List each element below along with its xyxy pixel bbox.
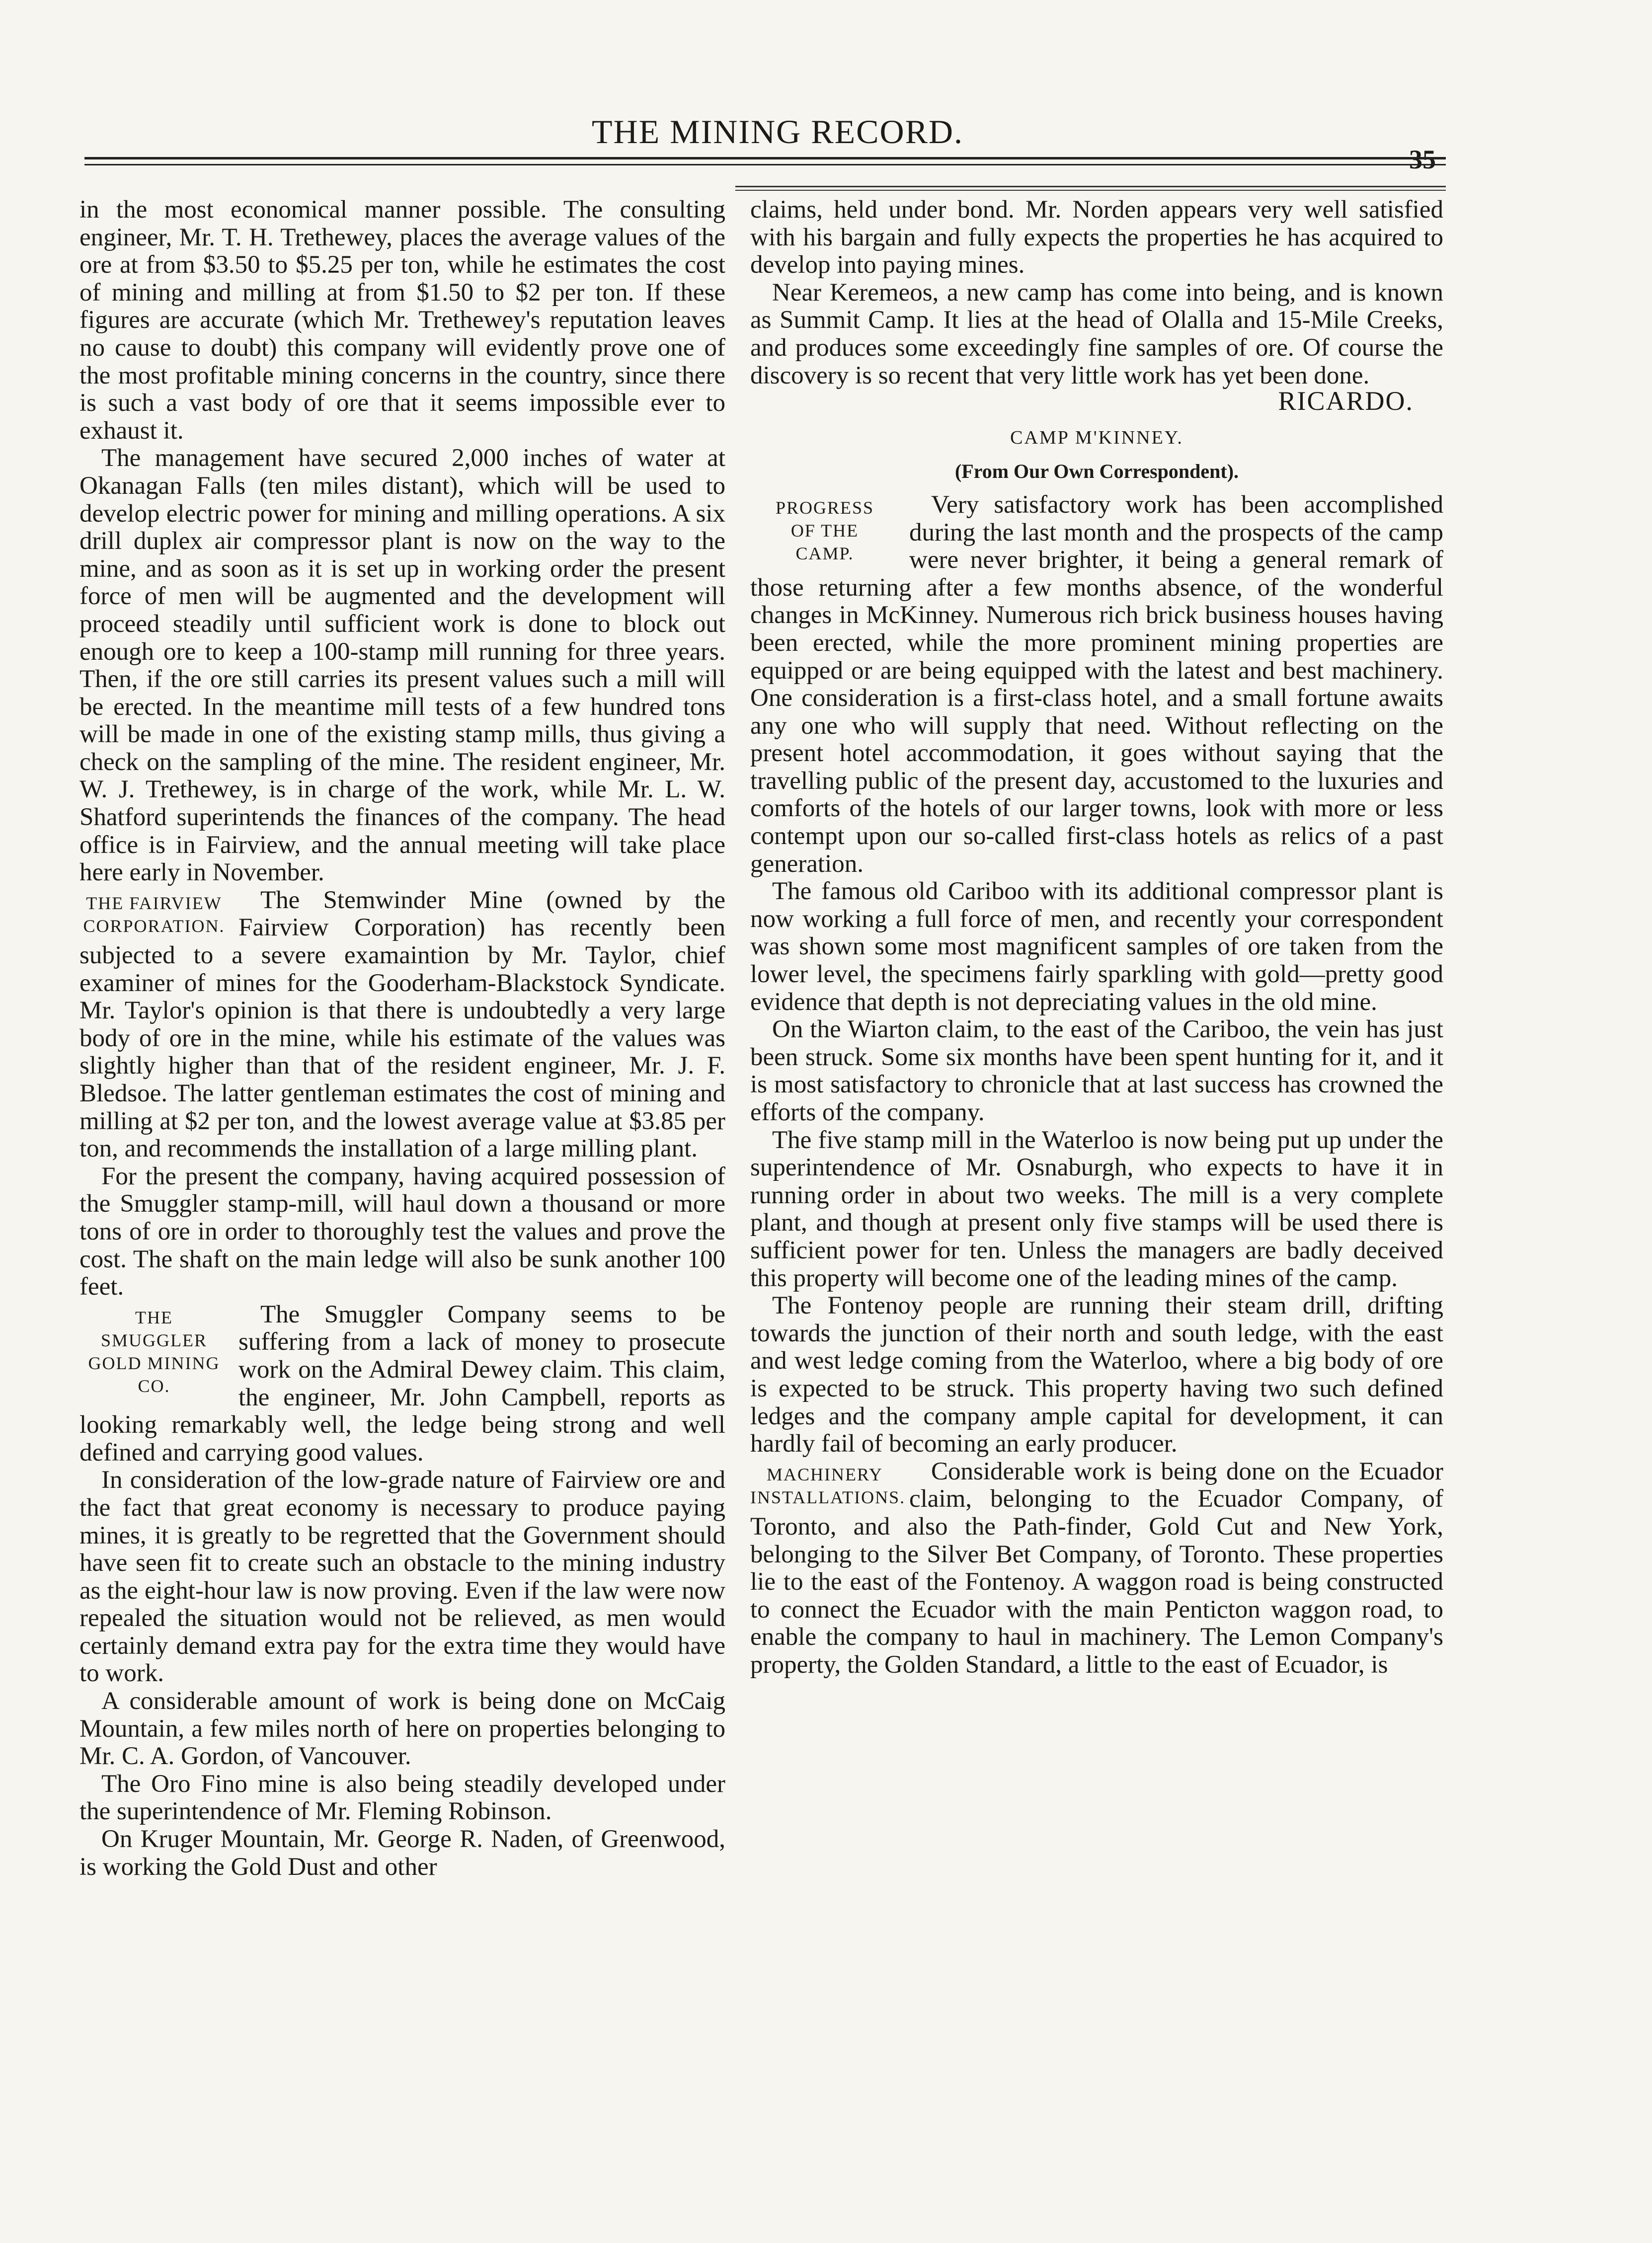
side-heading-line: CAMP. xyxy=(795,543,854,563)
side-heading-line: THE SMUGGLER xyxy=(100,1307,208,1350)
left-column xyxy=(79,196,725,1881)
paragraph: Very satisfactory work has been accomplished during the last month and the prospects of the camp were never brighter, it being a general remark of those returning after a few months absence, of the wonderful changes in McKinney. Numerous rich brick business houses having been erected, while the more prominent mining properties are equipped or are being equipped with the latest and best machinery. One consideration is a first-class hotel, and a small fortune awaits any one who will supply that need. Without reflecting on the present hotel accommodation, it goes without saying that the travelling public of the present day, accustomed to the luxuries and comforts of the hotels of our larger towns, look with more or less contempt upon our so-called first-class hotels as relics of a past generation. xyxy=(750,491,1443,878)
paragraph: in the most economical manner possible. The consulting engineer, Mr. T. H. Trethewey, places the average values of the ore at from $3.50 to $5.25 per ton, while he estimates the cost of mining and milling at from $1.50 to $2 per ton. If these figures are accurate (which Mr. Trethewey's reputation leaves no cause to doubt) this company will evidently prove one of the most profitable mining concerns in the country, since there is such a vast body of ore that it seems impossible ever to exhaust it. xyxy=(79,196,725,445)
header-rule xyxy=(84,164,1446,165)
paragraph: The Stemwinder Mine (owned by the Fairview Corporation) has recently been subjected to a severe examaintion by Mr. Taylor, chief examiner of mines for the Gooderham-Blackstock Syndicate. Mr. Taylor's opinion is that there is undoubtedly a very large body of ore in the mine, while his estimate of the values was slightly higher than that of the resident engineer, Mr. J. F. Bledsoe. The latter gentleman estimates the cost of mining and milling at $2 per ton, and the lowest average value at $3.85 per ton, and recommends the installation of a large milling plant. xyxy=(79,886,725,1163)
paragraph: For the present the company, having acquired possession of the Smuggler stamp-mill, will haul down a thousand or more tons of ore in order to thoroughly test the values and prove the cost. The shaft on the main ledge will also be sunk another 100 feet. xyxy=(79,1162,725,1301)
header-rule xyxy=(84,157,1446,159)
paragraph: The famous old Cariboo with its additional compressor plant is now working a full force of men, and recently your correspondent was shown some most magnificent samples of ore taken from the lower level, the specimens fairly sparkling with gold—pretty good evidence that depth is not depreciating values in the old mine. xyxy=(750,877,1443,1016)
side-heading-line: PROGRESS xyxy=(775,497,874,518)
paragraph: The Smuggler Company seems to be suffering from a lack of money to prosecute work on the Admiral Dewey claim. This claim, the engineer, Mr. John Campbell, reports as looking remarkably well, the ledge being strong and well defined and carrying good values. xyxy=(79,1301,725,1467)
side-heading-line: INSTALLATIONS. xyxy=(750,1487,906,1507)
paragraph: Considerable work is being done on the Ecuador claim, belonging to the Ecuador Company, of Toronto, and also the Path-finder, Gold Cut and New York, belonging to the Silver Bet Company, of Toronto. These properties lie to the east of the Fontenoy. A waggon road is being constructed to connect the Ecuador with the main Penticton waggon road, to enable the company to haul in machinery. The Lemon Company's property, the Golden Standard, a little to the east of Ecuador, is xyxy=(750,1458,1443,1679)
paragraph-with-side-heading xyxy=(750,491,1443,878)
side-heading-line: GOLD MINING CO. xyxy=(88,1353,220,1396)
side-heading-line: THE FAIRVIEW xyxy=(86,893,222,913)
byline-signature: RICARDO. xyxy=(1278,386,1414,416)
paragraph: In consideration of the low-grade nature of Fairview ore and the fact that great economy is necessary to produce paying mines, it is greatly to be regretted that the Government should have seen fit to create such an obstacle to the mining industry as the eight-hour law is now proving. Even if the law were now repealed the situation would not be relieved, as men would certainly demand extra pay for the extra time they would have to work. xyxy=(79,1466,725,1688)
page-number: 35 xyxy=(1409,145,1436,174)
side-heading-line: MACHINERY xyxy=(766,1464,883,1484)
section-subheading: (From Our Own Correspondent). xyxy=(954,460,1239,483)
side-heading-line: CORPORATION. xyxy=(83,916,225,936)
side-heading xyxy=(79,1306,229,1397)
paragraph: Near Keremeos, a new camp has come into being, and is known as Summit Camp. It lies at the head of Olalla and 15-Mile Creeks, and produces some exceedingly fine samples of ore. Of course the discovery is so recent that very little work has yet been done. xyxy=(750,278,1443,389)
paragraph: On Kruger Mountain, Mr. George R. Naden, of Greenwood, is working the Gold Dust and other xyxy=(79,1825,725,1881)
paragraph: The Fontenoy people are running their steam drill, drifting towards the junction of their north and south ledge, with the east and west ledge coming from the Waterloo, where a big body of ore is expected to be struck. This property having two such defined ledges and the company ample capital for development, it can hardly fail of becoming an early producer. xyxy=(750,1292,1443,1458)
paragraph: The Oro Fino mine is also being steadily developed under the superintendence of Mr. Fleming Robinson. xyxy=(79,1770,725,1826)
paragraph: On the Wiarton claim, to the east of the Cariboo, the vein has just been struck. Some six months have been spent hunting for it, and it is most satisfactory to chronicle that at last success has crowned the efforts of the company. xyxy=(750,1015,1443,1126)
page-header-title: THE MINING RECORD. xyxy=(591,113,964,151)
side-heading xyxy=(79,892,229,937)
paragraph-with-side-heading xyxy=(79,887,725,1163)
right-column xyxy=(750,196,1443,1679)
paragraph: claims, held under bond. Mr. Norden appears very well satisfied with his bargain and fully expects the properties he has acquired to develop into paying mines. xyxy=(750,196,1443,279)
side-heading xyxy=(750,1463,906,1509)
paragraph-with-side-heading xyxy=(79,1301,725,1467)
side-heading xyxy=(750,496,899,565)
paragraph-with-side-heading xyxy=(750,1458,1443,1679)
paragraph: The management have secured 2,000 inches of water at Okanagan Falls (ten miles distant), which will be used to develop electric power for mining and milling operations. A six drill duplex air compressor plant is now on the way to the mine, and as soon as it is set up in working order the present force of men will be augmented and the development will proceed steadily until sufficient work is done to block out enough ore to keep a 100-stamp mill running for three years. Then, if the ore still carries its present values such a mill will be erected. In the meantime mill tests of a few hundred tons will be made in one of the existing stamp mills, thus giving a check on the sampling of the mine. The resident engineer, Mr. W. J. Trethewey, is in charge of the work, while Mr. L. W. Shatford superintends the finances of the company. The head office is in Fairview, and the annual meeting will take place here early in November. xyxy=(79,444,725,887)
section-heading: CAMP M'KINNEY. xyxy=(1010,427,1183,448)
header-rule xyxy=(735,186,1446,187)
header-rule xyxy=(735,190,1446,191)
side-heading-line: OF THE xyxy=(790,520,859,541)
paragraph: The five stamp mill in the Waterloo is now being put up under the superintendence of Mr. Osnaburgh, who expects to have it in running order in about two weeks. The mill is a very complete plant, and though at present only five stamps will be used there is sufficient power for ten. Unless the managers are badly deceived this property will become one of the leading mines of the camp. xyxy=(750,1126,1443,1292)
paragraph: A considerable amount of work is being done on McCaig Mountain, a few miles north of here on properties belonging to Mr. C. A. Gordon, of Vancouver. xyxy=(79,1687,725,1771)
